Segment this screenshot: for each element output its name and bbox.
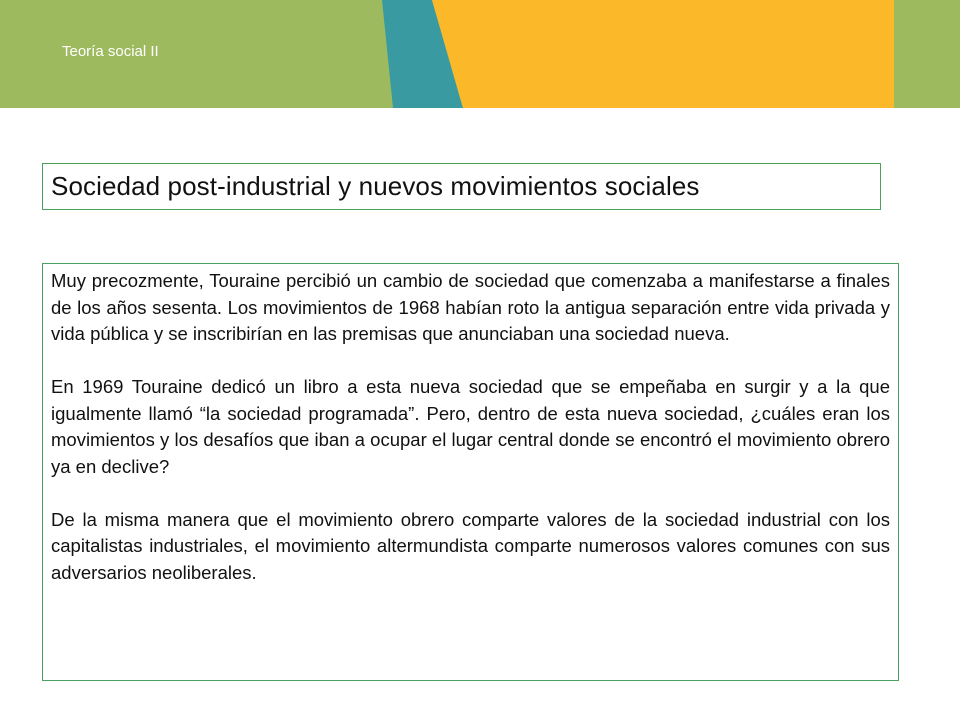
course-label: Teoría social II bbox=[62, 43, 159, 60]
body-text-box bbox=[42, 263, 899, 681]
paragraph-3: De la misma manera que el movimiento obrero comparte valores de la sociedad industrial con los capitalistas industriales, el movimiento altermundista comparte numerosos valores comunes con sus adversarios neoliberales. bbox=[51, 508, 890, 583]
paragraph-1: Muy precozmente, Touraine percibió un cambio de sociedad que comenzaba a manifestarse a finales de los años sesenta. Los movimientos de 1968 habían roto la antigua separación entre vida privada y vida pública y se inscribirían en las premisas que anunciaban una sociedad nueva. bbox=[51, 270, 890, 344]
paragraph-2: En 1969 Touraine dedicó un libro a esta nueva sociedad que se empeñaba en surgir y a la que igualmente llamó “la sociedad programada”. Pero, dentro de esta nueva sociedad, ¿cuáles eran los movimientos y los desafíos que iban a ocupar el lugar central donde se encontró el movimiento obrero ya en declive? bbox=[51, 376, 890, 477]
title-box bbox=[42, 163, 881, 210]
header-orange-block bbox=[432, 0, 894, 108]
slide-title: Sociedad post-industrial y nuevos movimientos sociales bbox=[51, 171, 700, 201]
header-band bbox=[0, 0, 960, 108]
